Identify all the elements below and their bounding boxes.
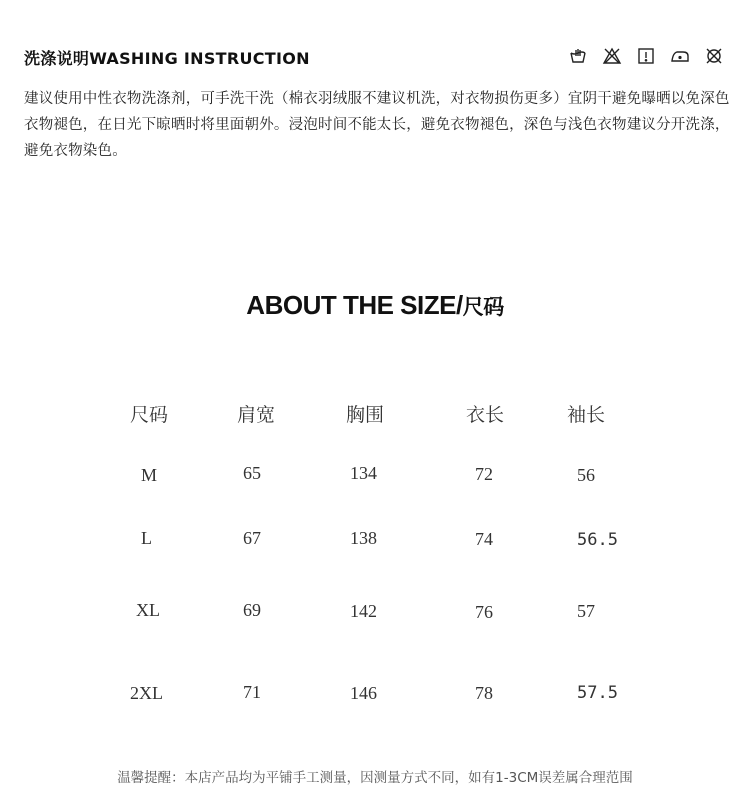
table-cell: 57 bbox=[577, 601, 595, 621]
size-title-cn: 尺码 bbox=[462, 295, 504, 319]
do-not-dry-clean-icon bbox=[704, 46, 724, 66]
table-cell: 56 bbox=[577, 465, 595, 485]
table-cell: 138 bbox=[350, 528, 377, 548]
tumble-dry-icon bbox=[636, 46, 656, 66]
table-cell: 74 bbox=[475, 529, 493, 549]
header-shoulder: 肩宽 bbox=[237, 404, 276, 426]
header-chest: 胸围 bbox=[346, 404, 385, 426]
table-cell: XL bbox=[136, 600, 160, 620]
iron-low-icon bbox=[670, 46, 690, 66]
table-cell: 69 bbox=[243, 600, 261, 620]
table-cell: 57.5 bbox=[577, 683, 618, 703]
table-cell: 76 bbox=[475, 602, 493, 622]
table-cell: 72 bbox=[475, 464, 493, 484]
washing-title: 洗涤说明WASHING INSTRUCTION bbox=[24, 49, 310, 68]
table-cell: 2XL bbox=[130, 683, 163, 703]
table-cell: M bbox=[141, 465, 158, 485]
size-title-en: ABOUT THE SIZE/ bbox=[246, 290, 463, 320]
table-cell: 67 bbox=[243, 528, 261, 548]
measurement-note: 温馨提醒：本店产品均为平铺手工测量，因测量方式不同，如有1-3CM误差属合理范围 bbox=[117, 770, 633, 786]
table-cell: 134 bbox=[350, 463, 377, 483]
table-cell: 78 bbox=[475, 683, 493, 703]
table-cell: 71 bbox=[243, 682, 261, 702]
table-cell: L bbox=[141, 528, 152, 548]
hand-wash-icon bbox=[568, 46, 588, 66]
size-section-title bbox=[0, 290, 750, 321]
header-length: 衣长 bbox=[466, 404, 505, 426]
do-not-bleach-icon bbox=[602, 46, 622, 66]
table-cell: 56.5 bbox=[577, 530, 618, 550]
table-cell: 142 bbox=[350, 601, 377, 621]
washing-instructions-text: 建议使用中性衣物洗涤剂，可手洗干洗（棉衣羽绒服不建议机洗，对衣物损伤更多）宜阴干避免曝晒以免深色衣物褪色，在日光下晾晒时将里面朝外。浸泡时间不能太长，避免衣物褪色，深色与浅色衣物建议分开洗涤，避免衣物染色。 bbox=[24, 91, 730, 159]
table-cell: 146 bbox=[350, 683, 377, 703]
header-sleeve: 袖长 bbox=[567, 404, 606, 426]
header-size: 尺码 bbox=[130, 404, 169, 426]
care-icons bbox=[568, 46, 724, 66]
table-cell: 65 bbox=[243, 463, 261, 483]
